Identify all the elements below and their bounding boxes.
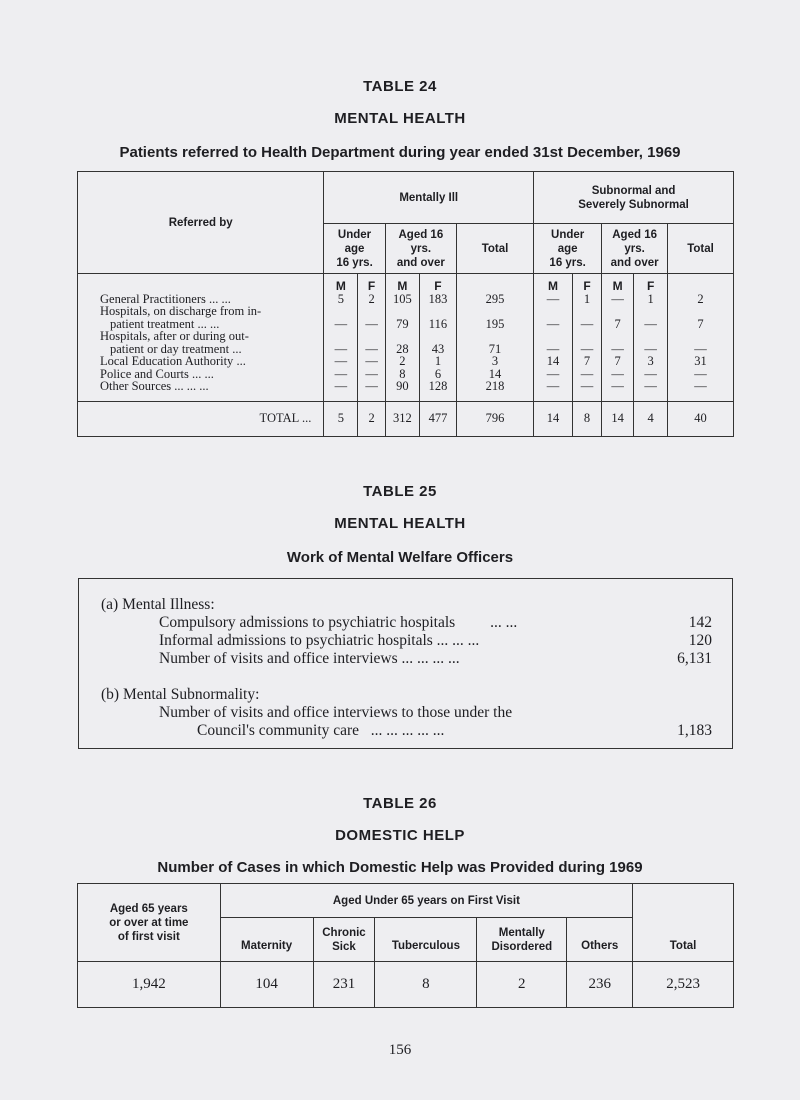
mi-under16-header: Under age 16 yrs. xyxy=(324,224,385,274)
table-row: 1,942 104 231 8 2 236 2,523 xyxy=(78,962,734,1008)
col-m: M xyxy=(602,274,634,293)
section-a-heading: (a) Mental Illness: xyxy=(101,596,215,613)
table-row: General Practitioners ... ... 5 2 105 183 295 — 1 — 1 2 xyxy=(78,293,734,306)
table-24-label: TABLE 24 xyxy=(363,78,437,95)
welfare-officers-box xyxy=(78,578,733,749)
section-b-heading: (b) Mental Subnormality: xyxy=(101,686,260,703)
col-m: M xyxy=(534,274,573,293)
mentally-disordered-header: Mentally Disordered xyxy=(477,918,567,962)
col-m: M xyxy=(324,274,358,293)
sn-under16-header: Under age 16 yrs. xyxy=(534,224,602,274)
referred-by-header: Referred by xyxy=(78,172,324,274)
table-row: Hospitals, on discharge from in- patient treatment ... ... — — 79 116 195 — — 7 — 7 xyxy=(78,305,734,330)
col-f: F xyxy=(419,274,456,293)
col-m: M xyxy=(385,274,419,293)
under-65-header: Aged Under 65 years on First Visit xyxy=(220,884,633,918)
referrals-table xyxy=(77,171,734,437)
list-item: Compulsory admissions to psychiatric hospitals ... ... 142 xyxy=(159,614,712,631)
table-25-caption: Work of Mental Welfare Officers xyxy=(286,549,514,566)
total-header: Total xyxy=(633,884,734,962)
subnormal-header: Subnormal and Severely Subnormal xyxy=(534,172,734,224)
list-item: Number of visits and office interviews to those under the xyxy=(159,704,513,721)
domestic-help-table xyxy=(77,883,734,1008)
others-header: Others xyxy=(567,918,633,962)
mi-total-header: Total xyxy=(456,224,533,274)
tuberculous-header: Tuberculous xyxy=(375,918,477,962)
chronic-sick-header: Chronic Sick xyxy=(313,918,375,962)
list-item: Number of visits and office interviews ... ... ... ... 6,131 xyxy=(159,650,712,667)
table-row: Hospitals, after or during out- patient or day treatment ... — — 28 43 71 — — — — — xyxy=(78,330,734,355)
aged-65-header: Aged 65 years or over at time of first visit xyxy=(78,884,221,962)
maternity-header: Maternity xyxy=(220,918,313,962)
table-24-subject: MENTAL HEALTH xyxy=(334,110,466,127)
mi-aged16-header: Aged 16 yrs. and over xyxy=(385,224,456,274)
page-number: 156 xyxy=(388,1042,412,1058)
mentally-ill-header: Mentally Ill xyxy=(324,172,534,224)
table-24-caption: Patients referred to Health Department during year ended 31st December, 1969 xyxy=(119,144,681,161)
total-row: TOTAL ... 5 2 312 477 796 14 8 14 4 40 xyxy=(78,401,734,436)
table-25-label: TABLE 25 xyxy=(363,483,437,500)
col-f: F xyxy=(572,274,601,293)
col-f: F xyxy=(634,274,668,293)
table-25-subject: MENTAL HEALTH xyxy=(334,515,466,532)
table-row: Police and Courts ... ... — — 8 6 14 — — — — — xyxy=(78,368,734,381)
table-26-label: TABLE 26 xyxy=(363,795,437,812)
table-26-subject: DOMESTIC HELP xyxy=(335,827,465,844)
table-row: Local Education Authority ... — — 2 1 3 14 7 7 3 31 xyxy=(78,355,734,368)
sn-total-header: Total xyxy=(668,224,734,274)
sn-aged16-header: Aged 16 yrs. and over xyxy=(602,224,668,274)
table-26-caption: Number of Cases in which Domestic Help was Provided during 1969 xyxy=(157,859,643,876)
table-row: Other Sources ... ... ... — — 90 128 218 — — — — — xyxy=(78,380,734,401)
col-f: F xyxy=(358,274,385,293)
list-item: Council's community care ... ... ... ... ... 1,183 xyxy=(197,722,712,739)
list-item: Informal admissions to psychiatric hospitals ... ... ... 120 xyxy=(159,632,712,649)
